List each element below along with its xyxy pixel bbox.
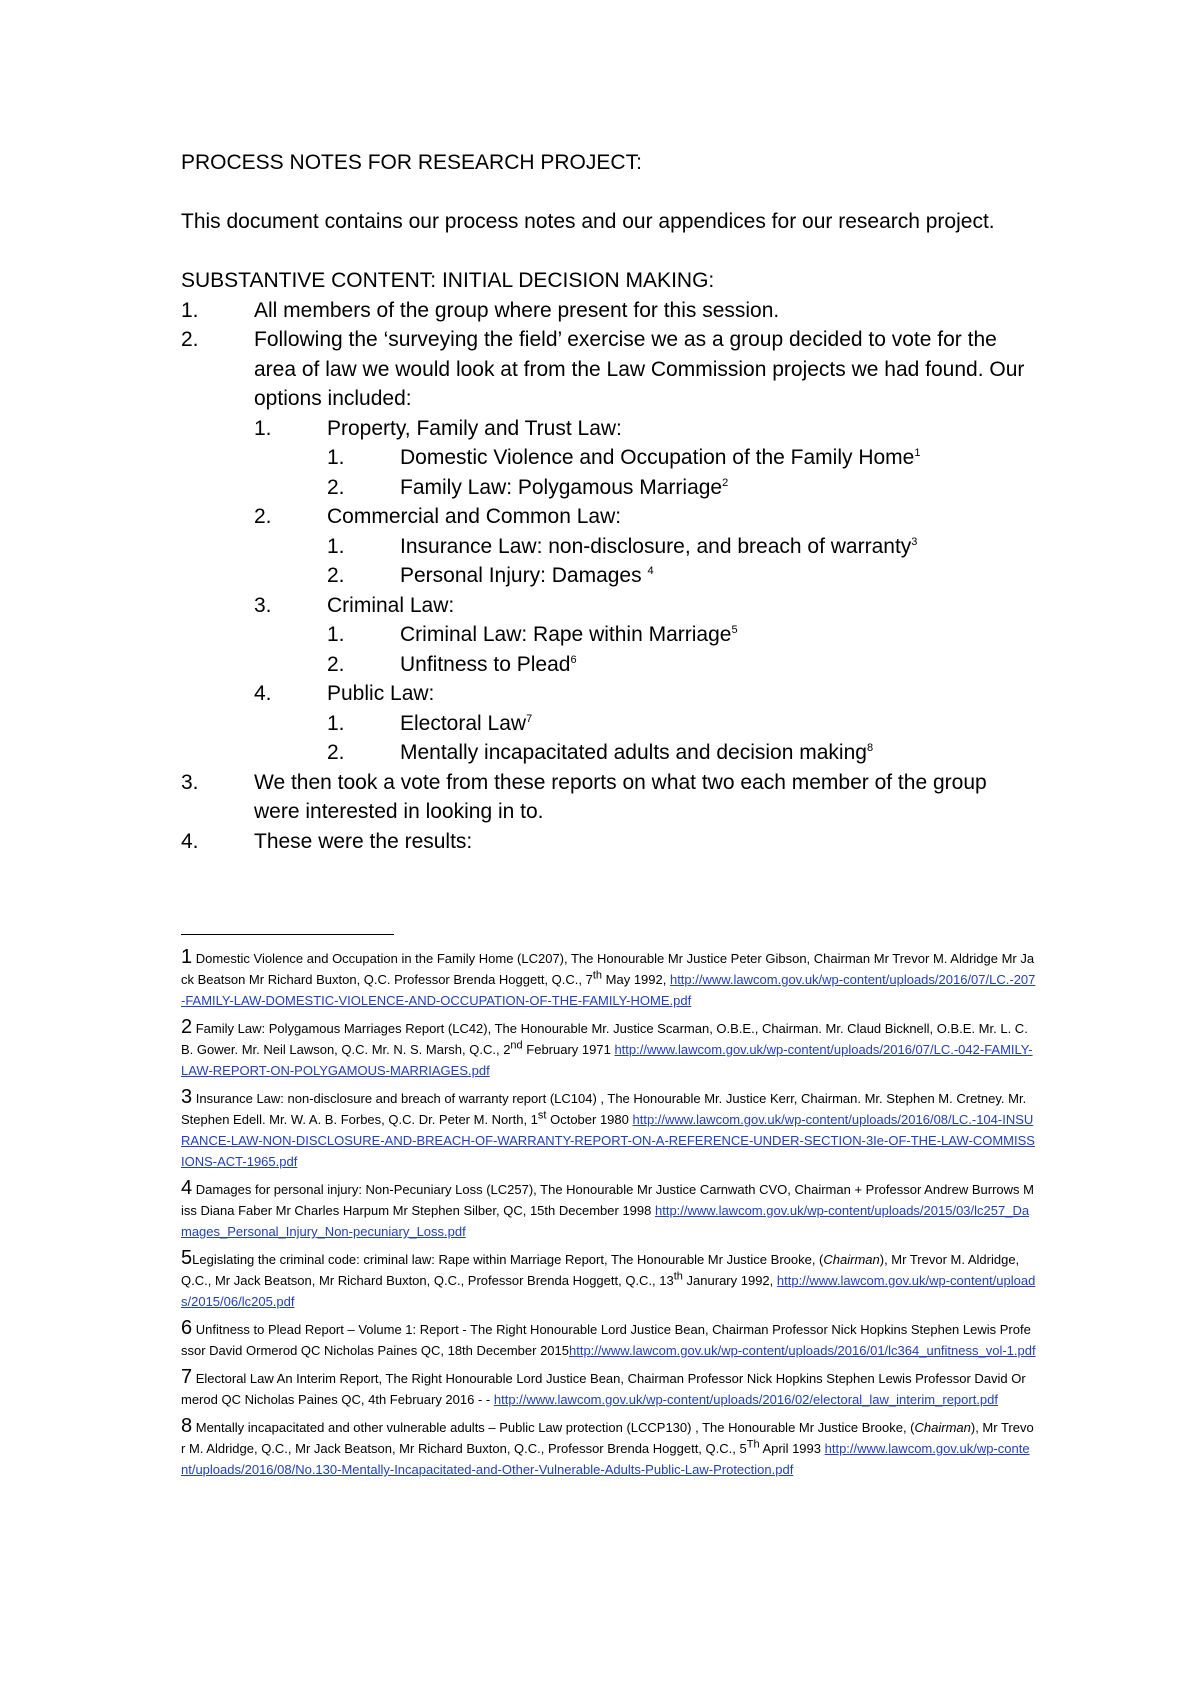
- list-item: [181, 296, 1031, 326]
- list-text: All members of the group where present for this session.: [254, 298, 780, 322]
- list-text: Following the ‘surveying the field’ exercise we as a group decided to vote for the area of law we would look at from the Law Commission projects we had found. Our options included:: [254, 328, 1025, 410]
- footnote-link[interactable]: http://www.lawcom.gov.uk/wp-content/uploads/2016/08/LC.-104-INSURANCE-LAW-NON-DISCLOSURE-AND-BREACH-OF-WARRANTY-REPORT-ON-A-REFERENCE-UNDER-SECTION-3Ie-OF-THE-LAW-COMMISSIONS-ACT-1965.pdf: [181, 1112, 1035, 1169]
- list-number: 4.: [181, 829, 199, 853]
- sub-option-text: Domestic Violence and Occupation of the Family Home: [400, 446, 915, 469]
- footnote-number: 2: [181, 1016, 193, 1038]
- sub-option-item: [181, 532, 1031, 562]
- sub-option-number: 2.: [327, 652, 345, 676]
- option-label: Public Law:: [327, 682, 435, 705]
- footnote-link[interactable]: http://www.lawcom.gov.uk/wp-content/uploads/2015/03/lc257_Damages_Personal_Injury_Non-pecuniary_Loss.pdf: [181, 1203, 1030, 1239]
- footnote-ref[interactable]: 4: [647, 565, 654, 577]
- sub-option-text: Criminal Law: Rape within Marriage: [400, 623, 732, 646]
- footnote: 2 Family Law: Polygamous Marriages Report (LC42), The Honourable Mr. Justice Scarman, O.B.E., Chairman. Mr. Claud Bicknell, O.B.E. Mr. L. C. B. Gower. Mr. Neil Lawson, Q.C. Mr. N. S. Marsh, Q.C., 2nd February 1971 http://www.lawcom.gov.uk/wp-content/uploads/2016/07/LC.-042-FAMILY-LAW-REPORT-ON-POLYGAMOUS-MARRIAGES.pdf: [181, 1016, 1033, 1078]
- footnote-number: 7: [181, 1366, 193, 1388]
- sub-option-text: Personal Injury: Damages: [400, 564, 648, 587]
- footnote-ref[interactable]: 3: [911, 535, 918, 548]
- sub-option-number: 2.: [327, 741, 345, 764]
- option-number: 2.: [254, 505, 272, 528]
- footnote: 5Legislating the criminal code: criminal law: Rape within Marriage Report, The Honourable Mr Justice Brooke, (Chairman), Mr Trevor M. Aldridge, Q.C., Mr Jack Beatson, Mr Richard Buxton, Q.C., Professor Brenda Hoggett, Q.C., 13th Janurary 1992, http://www.lawcom.gov.uk/wp-content/uploads/2015/06/lc205.pdf: [181, 1247, 1036, 1309]
- footnote-ref[interactable]: 1: [914, 447, 921, 459]
- list-text: We then took a vote from these reports on what two each member of the group were interested in looking in to.: [254, 770, 987, 823]
- sub-option-item: [181, 738, 1031, 768]
- footnote-number: 5: [181, 1247, 193, 1269]
- footnote-number: 4: [181, 1177, 193, 1199]
- option-item: [181, 679, 1031, 709]
- page-title: PROCESS NOTES FOR RESEARCH PROJECT:: [181, 151, 642, 174]
- list-number: 1.: [181, 298, 199, 322]
- footnote-link[interactable]: http://www.lawcom.gov.uk/wp-content/uploads/2016/02/electoral_law_interim_report.pdf: [493, 1392, 999, 1407]
- footnote: 6 Unfitness to Plead Report – Volume 1: Report - The Right Honourable Lord Justice Bean, Chairman Professor Nick Hopkins Stephen Lewis Professor David Ormerod QC Nicholas Paines QC, 18th December 2015http://www.lawcom.gov.uk/wp-content/uploads/2016/01/lc364_unfitness_vol-1.pdf: [181, 1317, 1036, 1358]
- option-number: 1.: [254, 416, 272, 440]
- list-item: [181, 827, 1031, 857]
- footnote: 4 Damages for personal injury: Non-Pecuniary Loss (LC257), The Honourable Mr Justice Carnwath CVO, Chairman + Professor Andrew Burrows Miss Diana Faber Mr Charles Harpum Mr Stephen Silber, QC, 15th December 1998 http://www.lawcom.gov.uk/wp-content/uploads/2015/03/lc257_Damages_Personal_Injury_Non-pecuniary_Loss.pdf: [181, 1177, 1034, 1239]
- footnote-number: 1: [181, 946, 193, 968]
- sub-option-item: [181, 709, 1031, 739]
- option-label: Criminal Law:: [327, 593, 455, 617]
- sub-option-item: [181, 473, 1031, 503]
- intro-paragraph: This document contains our process notes and our appendices for our research project.: [181, 210, 995, 233]
- footnotes: [181, 947, 1036, 1486]
- list-number: 2.: [181, 328, 199, 351]
- sub-option-number: 2.: [327, 475, 345, 499]
- sub-option-item: [181, 443, 1031, 473]
- option-number: 4.: [254, 682, 272, 705]
- list-item: [181, 325, 1031, 414]
- footnote: 8 Mentally incapacitated and other vulnerable adults – Public Law protection (LCCP130) , The Honourable Mr Justice Brooke, (Chairman), Mr Trevor M. Aldridge, Q.C., Mr Jack Beatson, Mr Richard Buxton, Q.C., Professor Brenda Hoggett, Q.C., 5Th April 1993 http://www.lawcom.gov.uk/wp-content/uploads/2016/08/No.130-Mentally-Incapacitated-and-Other-Vulnerable-Adults-Public-Law-Protection.pdf: [181, 1415, 1034, 1477]
- sub-option-number: 1.: [327, 711, 345, 735]
- footnote: 7 Electoral Law An Interim Report, The Right Honourable Lord Justice Bean, Chairman Professor Nick Hopkins Stephen Lewis Professor David Ormerod QC Nicholas Paines QC, 4th February 2016 - - http://www.lawcom.gov.uk/wp-content/uploads/2016/02/electoral_law_interim_report.pdf: [181, 1366, 1026, 1407]
- option-item: [181, 591, 1031, 621]
- footnote-separator: [181, 934, 394, 935]
- sub-option-item: [181, 561, 1031, 591]
- option-label: Commercial and Common Law:: [327, 505, 622, 528]
- sub-option-item: [181, 650, 1031, 680]
- footnote-link[interactable]: http://www.lawcom.gov.uk/wp-content/uploads/2015/06/lc205.pdf: [181, 1273, 1036, 1309]
- footnote-ref[interactable]: 2: [722, 476, 729, 489]
- footnote: 1 Domestic Violence and Occupation in the Family Home (LC207), The Honourable Mr Justice Peter Gibson, Chairman Mr Trevor M. Aldridge Mr Jack Beatson Mr Richard Buxton, Q.C. Professor Brenda Hoggett, Q.C., 7th May 1992, http://www.lawcom.gov.uk/wp-content/uploads/2016/07/LC.-207-FAMILY-LAW-DOMESTIC-VIOLENCE-AND-OCCUPATION-OF-THE-FAMILY-HOME.pdf: [181, 946, 1036, 1008]
- footnote-number: 3: [181, 1086, 193, 1108]
- sub-option-number: 1.: [327, 534, 345, 558]
- footnote-number: 8: [181, 1415, 193, 1437]
- sub-option-text: Unfitness to Plead: [400, 652, 571, 676]
- footnote-ref[interactable]: 6: [570, 653, 577, 666]
- footnote-ref[interactable]: 5: [731, 624, 738, 636]
- footnote-number: 6: [181, 1317, 193, 1339]
- footnote: 3 Insurance Law: non-disclosure and breach of warranty report (LC104) , The Honourable Mr. Justice Kerr, Chairman. Mr. Stephen M. Cretney. Mr. Stephen Edell. Mr. W. A. B. Forbes, Q.C. Dr. Peter M. North, 1st October 1980 http://www.lawcom.gov.uk/wp-content/uploads/2016/08/LC.-104-INSURANCE-LAW-NON-DISCLOSURE-AND-BREACH-OF-WARRANTY-REPORT-ON-A-REFERENCE-UNDER-SECTION-3Ie-OF-THE-LAW-COMMISSIONS-ACT-1965.pdf: [181, 1086, 1035, 1169]
- footnote-link[interactable]: http://www.lawcom.gov.uk/wp-content/uploads/2016/08/No.130-Mentally-Incapacitated-and-Other-Vulnerable-Adults-Public-Law-Protection.pdf: [181, 1441, 1030, 1477]
- list-item: [181, 768, 1031, 827]
- sub-option-text: Family Law: Polygamous Marriage: [400, 475, 723, 499]
- sub-option-number: 2.: [327, 564, 345, 587]
- option-number: 3.: [254, 593, 272, 617]
- sub-option-text: Electoral Law: [400, 711, 527, 735]
- footnote-ref[interactable]: 8: [866, 742, 874, 754]
- list-text: These were the results:: [254, 829, 473, 853]
- footnote-link[interactable]: http://www.lawcom.gov.uk/wp-content/uploads/2016/07/LC.-042-FAMILY-LAW-REPORT-ON-POLYGAMOUS-MARRIAGES.pdf: [181, 1042, 1033, 1078]
- sub-option-item: [181, 620, 1031, 650]
- option-item: [181, 414, 1031, 444]
- footnote-ref[interactable]: 7: [526, 712, 533, 725]
- sub-option-text: Mentally incapacitated adults and decision making: [400, 741, 867, 764]
- sub-option-number: 1.: [327, 446, 345, 469]
- sub-option-number: 1.: [327, 623, 345, 646]
- option-label: Property, Family and Trust Law:: [327, 416, 622, 440]
- sub-option-text: Insurance Law: non-disclosure, and breach of warranty: [400, 534, 912, 558]
- section-heading: SUBSTANTIVE CONTENT: INITIAL DECISION MAKING:: [181, 269, 715, 292]
- main-body: [181, 148, 1031, 856]
- footnote-link[interactable]: http://www.lawcom.gov.uk/wp-content/uploads/2016/07/LC.-207-FAMILY-LAW-DOMESTIC-VIOLENCE-AND-OCCUPATION-OF-THE-FAMILY-HOME.pdf: [181, 972, 1036, 1008]
- list-number: 3.: [181, 770, 199, 794]
- option-item: [181, 502, 1031, 532]
- footnote-link[interactable]: http://www.lawcom.gov.uk/wp-content/uploads/2016/01/lc364_unfitness_vol-1.pdf: [569, 1343, 1036, 1358]
